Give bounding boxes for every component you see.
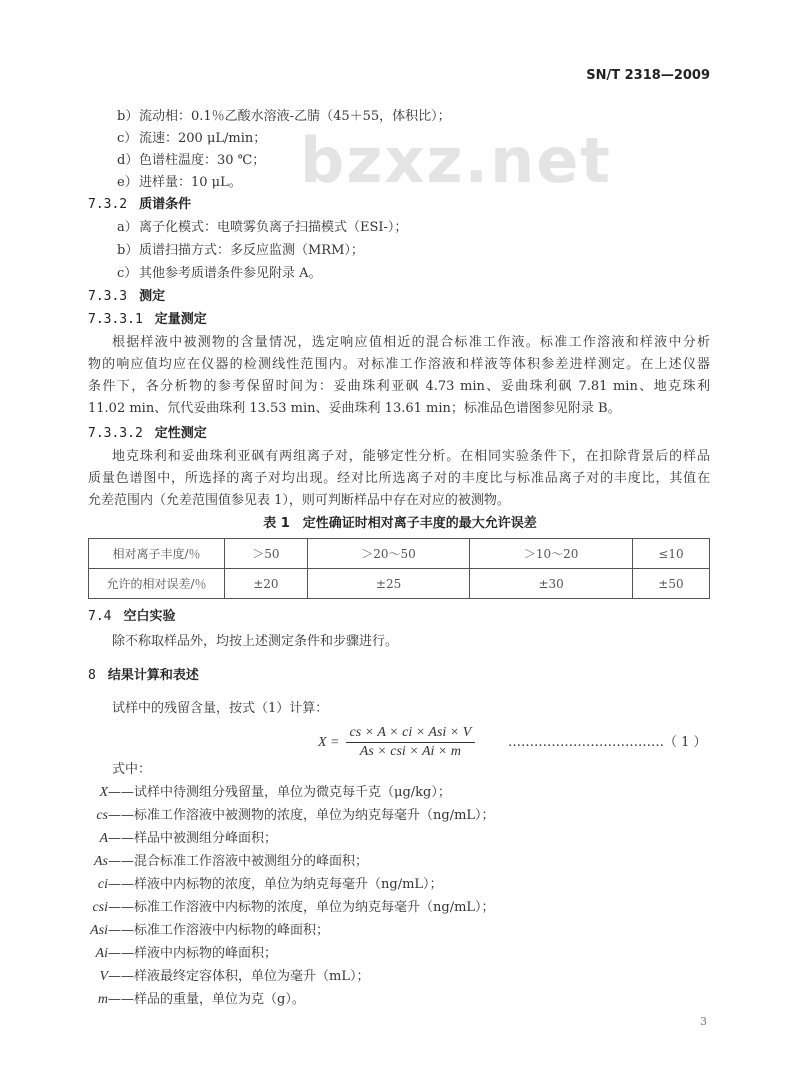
table-cell: ±20 — [225, 569, 308, 599]
section-title: 结果计算和表述 — [107, 668, 199, 683]
item-label: c） — [117, 266, 138, 281]
definition-item — [74, 968, 369, 986]
table-cell: ±30 — [470, 569, 633, 599]
variable-symbol: X — [99, 785, 108, 800]
table-cell: ±25 — [307, 569, 470, 599]
list-item — [117, 130, 266, 148]
page-number: 3 — [700, 1015, 707, 1028]
paragraph-line: 允差范围内（允差范围值参见表 1），则可判断样品中存在对应的被测物。 — [88, 493, 510, 508]
table-row — [89, 539, 710, 569]
variable-description: ——标准工作溶液中被测物的浓度，单位为纳克每毫升（ng/mL）； — [108, 808, 495, 823]
definition-item — [74, 899, 495, 917]
item-label: b） — [117, 243, 139, 258]
formula-intro: 试样中的残留含量，按式（1）计算： — [112, 701, 329, 716]
variable-description: ——样液中内标物的峰面积； — [108, 946, 278, 961]
table-row — [89, 569, 710, 599]
item-label: a） — [117, 220, 138, 235]
paragraph-line: 根据样液中被测物的含量情况，选定响应值相近的混合标准工作液。标准工作溶液和样液中分析 — [112, 335, 710, 350]
variable-description: ——混合标准工作溶液中被测组分的峰面积； — [108, 854, 369, 869]
list-item — [117, 219, 407, 237]
formula-1 — [318, 724, 475, 761]
watermark: bzxz.net — [300, 124, 612, 197]
section-7-3-2-heading — [88, 196, 191, 214]
where-label: 式中： — [112, 762, 152, 777]
paragraph-line: 11.02 min、氘代妥曲珠利 13.53 min、妥曲珠利 13.61 min；标准品色谱图参见附录 B。 — [88, 401, 621, 416]
variable-symbol: ci — [97, 877, 108, 892]
variable-description: ——样液中内标物的浓度，单位为纳克每毫升（ng/mL）； — [108, 877, 443, 892]
formula-numerator: cs × A × ci × Asi × V — [346, 724, 476, 743]
variable-symbol: As — [94, 854, 108, 869]
table-cell: ＞10～20 — [470, 539, 633, 569]
section-title: 定量测定 — [154, 312, 207, 327]
list-item — [117, 265, 322, 283]
list-item — [117, 108, 451, 126]
item-label: d） — [117, 153, 139, 168]
variable-symbol: V — [99, 969, 108, 984]
section-7-3-3-1-heading — [88, 311, 207, 329]
list-item — [117, 152, 265, 170]
item-text: 其他参考质谱条件参见附录 A。 — [139, 266, 322, 281]
item-text: 质谱扫描方式：多反应监测（MRM）； — [139, 243, 364, 258]
definition-item — [74, 991, 305, 1009]
table-cell: ＞50 — [225, 539, 308, 569]
variable-symbol: Ai — [95, 946, 108, 961]
variable-description: ——样品的重量，单位为克（g）。 — [108, 992, 305, 1007]
formula-denominator: As × csi × Ai × m — [359, 744, 461, 759]
variable-symbol: m — [97, 992, 108, 1007]
section-number: 7.4 — [88, 609, 112, 624]
variable-description: ——样品中被测组分峰面积； — [108, 831, 278, 846]
item-label: c） — [117, 131, 138, 146]
item-text: 色谱柱温度：30 ℃； — [139, 153, 266, 168]
table-cell: ±50 — [632, 569, 709, 599]
paragraph-line: 质量色谱图中，所选择的离子对均出现。经对比所选离子对的丰度比与标准品离子对的丰度比，其值在 — [88, 471, 710, 486]
section-8-heading — [88, 667, 199, 685]
section-title: 质谱条件 — [139, 197, 192, 212]
definition-item — [74, 853, 368, 871]
variable-description: ——标准工作溶液中内标物的浓度，单位为纳克每毫升（ng/mL）； — [108, 900, 495, 915]
section-7-4-heading — [88, 608, 176, 626]
item-text: 离子化模式：电喷雾负离子扫描模式（ESI-）； — [139, 220, 408, 235]
section-7-3-3-heading — [88, 288, 165, 306]
definition-item — [74, 784, 451, 802]
paragraph-line: 条件下，各分析物的参考保留时间为：妥曲珠利亚砜 4.73 min、妥曲珠利砜 7.81 min、地克珠利 — [88, 379, 710, 394]
variable-description: ——标准工作溶液中内标物的峰面积； — [108, 923, 330, 938]
section-number: 7.3.3 — [88, 289, 128, 304]
variable-symbol: cs — [96, 808, 108, 823]
table-cell: 相对离子丰度/％ — [89, 539, 225, 569]
section-number: 7.3.3.2 — [88, 426, 143, 441]
variable-description: ——试样中待测组分残留量，单位为微克每千克（μg/kg）； — [108, 785, 451, 800]
variable-description: ——样液最终定容体积，单位为毫升（mL）； — [108, 969, 370, 984]
definition-item — [74, 830, 277, 848]
definition-item — [74, 945, 277, 963]
table-title: 表 1 定性确证时相对离子丰度的最大允许误差 — [263, 516, 537, 531]
item-text: 流速：200 μL/min； — [139, 131, 267, 146]
list-item — [117, 174, 242, 192]
section-title: 定性测定 — [154, 426, 207, 441]
section-number: 7.3.3.1 — [88, 312, 143, 327]
section-number: 8 — [88, 668, 96, 683]
variable-symbol: csi — [92, 900, 108, 915]
table-cell: 允许的相对误差/％ — [89, 569, 225, 599]
variable-symbol: A — [99, 831, 108, 846]
table-cell: ＞20～50 — [307, 539, 470, 569]
section-title: 测定 — [139, 289, 166, 304]
section-7-3-3-2-heading — [88, 425, 207, 443]
item-text: 流动相：0.1％乙酸水溶液-乙腈（45＋55，体积比）； — [139, 109, 451, 124]
section-title: 空白实验 — [123, 609, 176, 624]
formula-lhs: X = — [318, 734, 340, 750]
table-cell: ≤10 — [632, 539, 709, 569]
paragraph-line: 地克珠利和妥曲珠利亚砜有两组离子对，能够定性分析。在相同实验条件下，在扣除背景后的样品 — [112, 449, 710, 464]
item-label: b） — [117, 109, 139, 124]
item-label: e） — [117, 175, 138, 190]
definition-item — [74, 922, 329, 940]
variable-symbol: Asi — [90, 923, 108, 938]
paragraph-line: 物的响应值均应在仪器的检测线性范围内。对标准工作溶液和样液等体积参差进样测定。在上述仪器 — [88, 357, 710, 372]
blank-test-text: 除不称取样品外，均按上述测定条件和步骤进行。 — [112, 634, 399, 649]
item-text: 进样量：10 μL。 — [139, 175, 242, 190]
list-item — [117, 242, 364, 260]
section-number: 7.3.2 — [88, 197, 128, 212]
definition-item — [74, 876, 443, 894]
formula-number: ………………………………（ 1 ） — [508, 735, 707, 750]
ion-abundance-table — [88, 538, 710, 599]
document-code: SN/T 2318—2009 — [586, 68, 710, 83]
definition-item — [74, 807, 495, 825]
